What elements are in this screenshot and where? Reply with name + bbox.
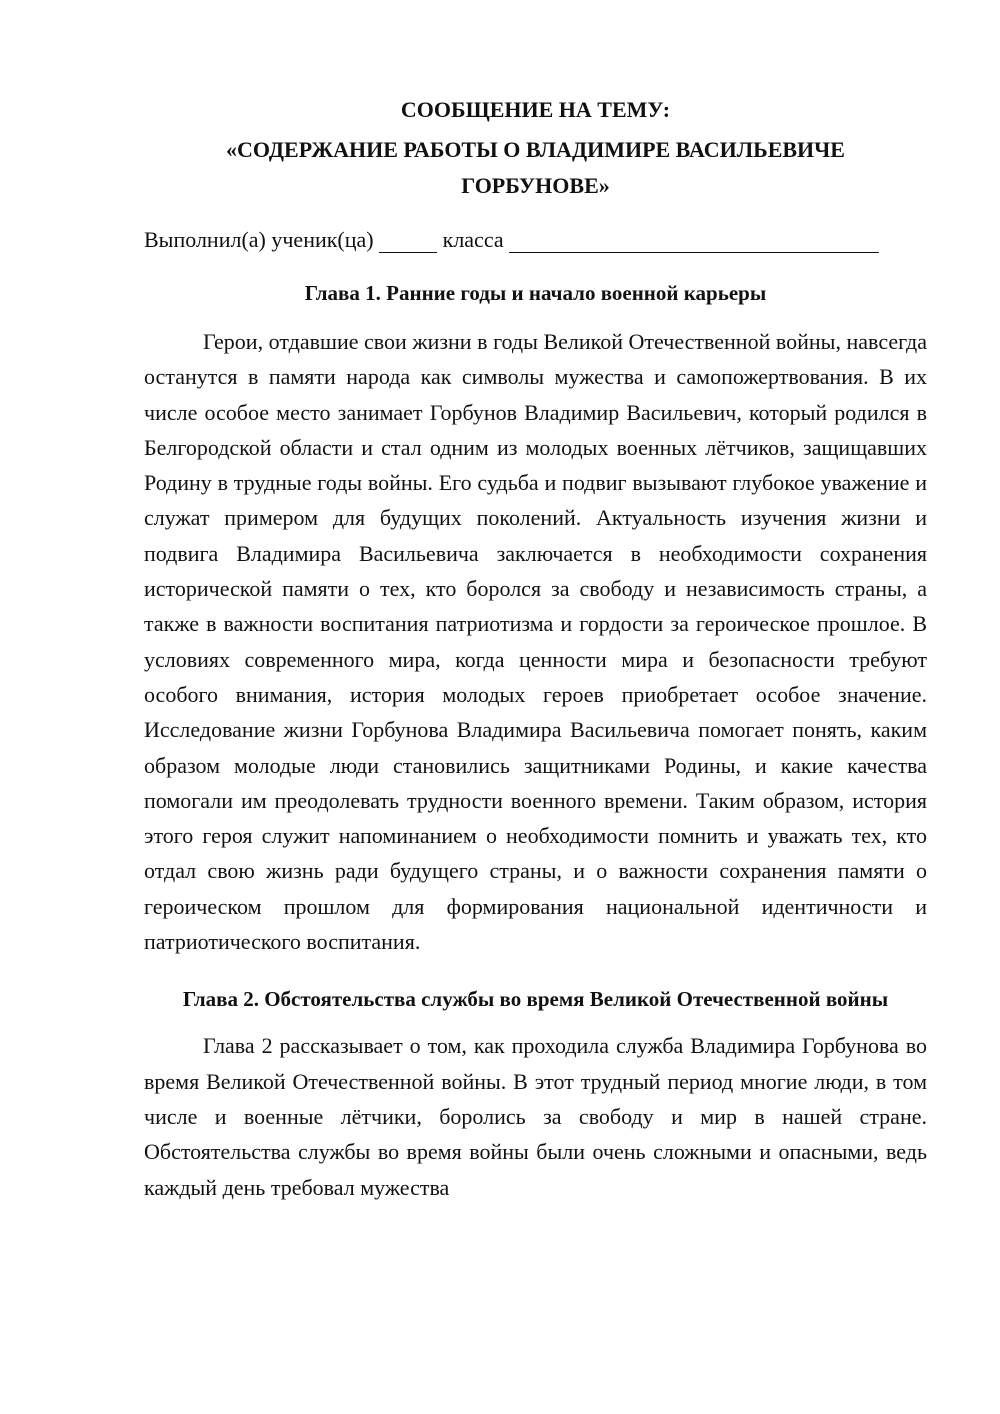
author-line [144,222,927,258]
document-page [144,92,927,1205]
author-prefix: Выполнил(а) ученик(ца) [144,227,374,252]
chapter-2-paragraph: Глава 2 рассказывает о том, как проходила служба Владимира Горбунова во время Великой Отечественной войны. В этот трудный период многие люди, в том числе и военные лётчики, боролись за свободу и мир в нашей стране. Обстоятельства службы во время войны были очень сложными и опасными, ведь каждый день требовал мужества [144,1033,927,1200]
chapter-2-heading: Глава 2. Обстоятельства службы во время Великой Отечественной войны [182,987,889,1012]
grade-blank [379,226,437,253]
class-word: класса [442,227,504,252]
chapter-1-heading: Глава 1. Ранние годы и начало военной карьеры [304,281,767,305]
document-title: СООБЩЕНИЕ НА ТЕМУ: [400,97,671,122]
document-subtitle: «СОДЕРЖАНИЕ РАБОТЫ О ВЛАДИМИРЕ ВАСИЛЬЕВИЧЕ ГОРБУНОВЕ» [226,137,845,198]
name-blank [509,226,879,253]
chapter-1-paragraph: Герои, отдавшие свои жизни в годы Великой Отечественной войны, навсегда останутся в памяти народа как символы мужества и самопожертвования. В их числе особое место занимает Горбунов Владимир Васильевич, который родился в Белгородской области и стал одним из молодых военных лётчиков, защищавших Родину в трудные годы войны. Его судьба и подвиг вызывают глубокое уважение и служат примером для будущих поколений. Актуальность изучения жизни и подвига Владимира Васильевича заключается в необходимости сохранения исторической памяти о тех, кто боролся за свободу и независимость страны, а также в важности воспитания патриотизма и гордости за героическое прошлое. В условиях современного мира, когда ценности мира и безопасности требуют особого внимания, история молодых героев приобретает особое значение. Исследование жизни Горбунова Владимира Васильевича помогает понять, каким образом молодые люди становились защитниками Родины, и какие качества помогали им преодолевать трудности военного времени. Таким образом, история этого героя служит напоминанием о необходимости помнить и уважать тех, кто отдал свою жизнь ради будущего страны, и о важности сохранения памяти о героическом прошлом для формирования национальной идентичности и патриотического воспитания. [144,329,927,955]
